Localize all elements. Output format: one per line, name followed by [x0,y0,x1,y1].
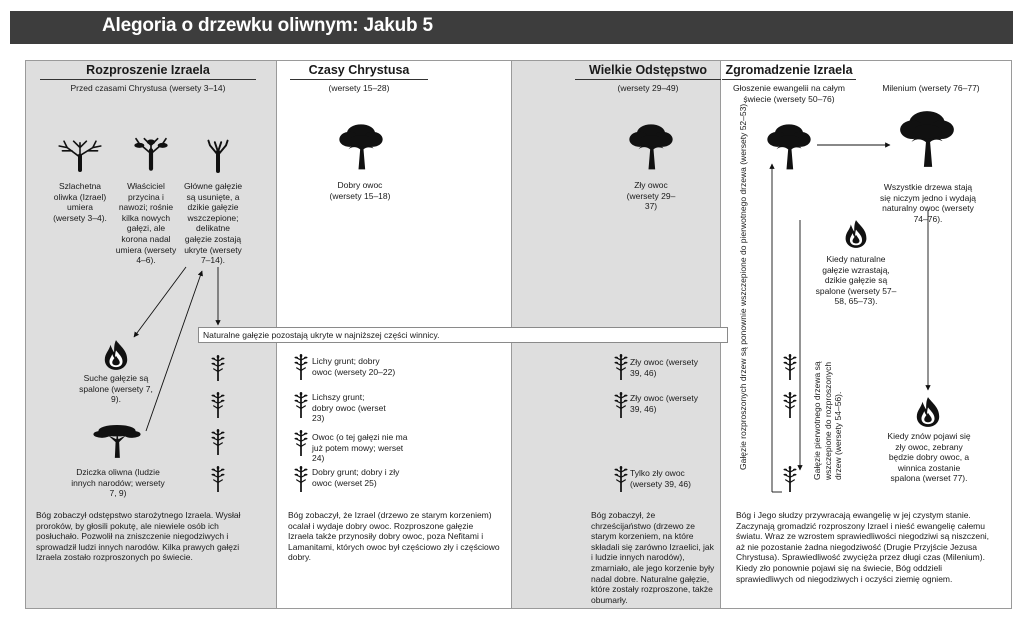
branch-note: Tylko zły owoc (wersety 39, 46) [630,468,691,489]
heading-underline [575,79,721,80]
branch-note: Lichszy grunt; dobry owoc (werset 23) [312,392,386,424]
subtitle-millennium: Milenium (wersety 76–77) [882,83,980,93]
summary-christ: Bóg zobaczył, że Izrael (drzewo ze starym korzeniem) ocalał i wydaje dobry owoc. Rozproszone gałęzie Izraela także przynosiły dobry owoc, poza Nefitami i Lamanitami, których owoc był częściowo zły i częściowo dobry. [288,510,500,563]
heading-gathering: Zgromadzenie Izraela [725,63,853,77]
branch-icon [294,354,308,380]
heading-underline [290,79,428,80]
flow-arrows [26,255,276,435]
subtitle-dispersion: Przed czasami Chrystusa (wersety 3–14) [70,83,226,93]
branch-note: Owoc (o tej gałęzi nie ma już potem mowy; werset 24) [312,432,408,464]
branch-icon [294,430,308,456]
branch-note: Lichy grunt; dobry owoc (wersety 20–22) [312,356,396,377]
arrow-icon [146,271,202,431]
caption-vineyard-burned: Kiedy znów pojawi się zły owoc, zebrany będzie dobry owoc, a winnica zostanie spalona (werset 77). [887,431,971,484]
summary-apostasy: Bóg zobaczył, że chrześcijaństwo (drzewo ze starym korzeniem, na które składali się zarówno Izraelici, jak i ludzie innych narodów), zmarniało, ale jego korzenie były nadal dobre. Naturalne gałęzie, które zostały rozproszone, także obumarły. [591,510,715,605]
pruned-olive-tree-icon [126,128,176,176]
heading-dispersion: Rozproszenie Izraela [86,63,210,77]
caption-tree2: Właściciel przycina i nawozi; rośnie kilka nowych gałęzi, ale korona nadal umiera (wersety 4–6). [115,181,177,266]
subtitle-christ: (wersety 15–28) [328,83,390,93]
branch-icon [211,466,225,492]
subtitle-apostasy: (wersety 29–49) [617,83,679,93]
caption-millennium: Wszystkie drzewa stają się niczym jedno i wydają naturalny owoc (wersety 74–76). [880,182,976,224]
branch-icon [294,392,308,418]
heading-underline [40,79,256,80]
subtitle-gathering: Głoszenie ewangelii na całym świecie (wersety 50–76) [733,83,845,104]
olive-tree-icon [626,116,676,176]
branch-icon [614,354,628,380]
caption-good-fruit: Dobry owoc (wersety 15–18) [329,180,391,201]
heading-christ: Czasy Chrystusa [308,63,410,77]
summary-dispersion: Bóg zobaczył odstępstwo starożytnego Izraela. Wysłał proroków, by głosili pokutę, ale niewiele osób ich posłuchało. Pozwolił na zniszczenie niegodziwych i sprowadził ludzi innych narodów. Kilka prawych gałęzi Izraela zostało rozproszonych po świecie. [36,510,241,563]
branch-note: Zły owoc (wersety 39, 46) [630,357,699,378]
caption-tree1: Szlachetna oliwka (Izrael) umiera (wersety 3–4). [53,181,107,223]
heading-underline [722,79,856,80]
hidden-branches-band: Naturalne gałęzie pozostają ukryte w najniższej części winnicy. [198,327,728,343]
caption-wild-burned: Kiedy naturalne gałęzie wzrastają, dzikie gałęzie są spalone (wersety 57–58, 65–73). [815,254,897,307]
olive-tree-icon [336,116,386,176]
arrow-icon [134,267,186,337]
page-title: Alegoria o drzewku oliwnym: Jakub 5 [102,15,433,36]
caption-bad-fruit: Zły owoc (wersety 29–37) [626,180,676,212]
branch-note: Zły owoc (wersety 39, 46) [630,393,699,414]
caption-wild-olive: Dziczka oliwna (ludzie innych narodów; wersety 7, 9) [71,467,165,499]
grafted-olive-tree-icon [202,134,234,176]
summary-gathering: Bóg i Jego słudzy przywracają ewangelię w jej czystym stanie. Zaczynają gromadzić rozproszony Izrael i nieść ewangelię całemu światu. Wraz ze wzrostem sprawiedliwości niegodziwi są niszczeni, aż nie pozostanie żadna niegodziwość (Drugie Przyjście Jezusa Chrystusa). Sprawiedliwość zwycięża przez długi czas (Milenium). Kiedy zło ponownie pojawi się na świecie, Bóg oddzieli sprawiedliwych od niegodziwych i oczyści ziemię ogniem. [736,510,990,584]
caption-tree3: Główne gałęzie są usunięte, a dzikie gałęzie wszczepione; delikatne gałęzie zostają ukryte (wersety 7–14). [183,181,243,266]
dying-olive-tree-icon [56,132,104,176]
flow-arrows-gathering [720,100,1012,500]
branch-icon [614,466,628,492]
branch-icon [294,466,308,492]
heading-apostasy: Wielkie Odstępstwo [589,63,707,77]
vertical-caption-graft: Gałęzie pierwotnego drzewa są wszczepione do rozproszonych drzew (wersety 54–56). [812,361,844,480]
branch-note: Dobry grunt; dobry i zły owoc (werset 25) [312,467,400,488]
vertical-caption-regraft: Gałęzie rozproszonych drzew są ponownie wszczepione do pierwotnego drzewa (wersety 52–53). [738,101,748,470]
branch-icon [614,392,628,418]
caption-burned-branches: Suche gałęzie są spalone (wersety 7, 9). [79,373,153,405]
